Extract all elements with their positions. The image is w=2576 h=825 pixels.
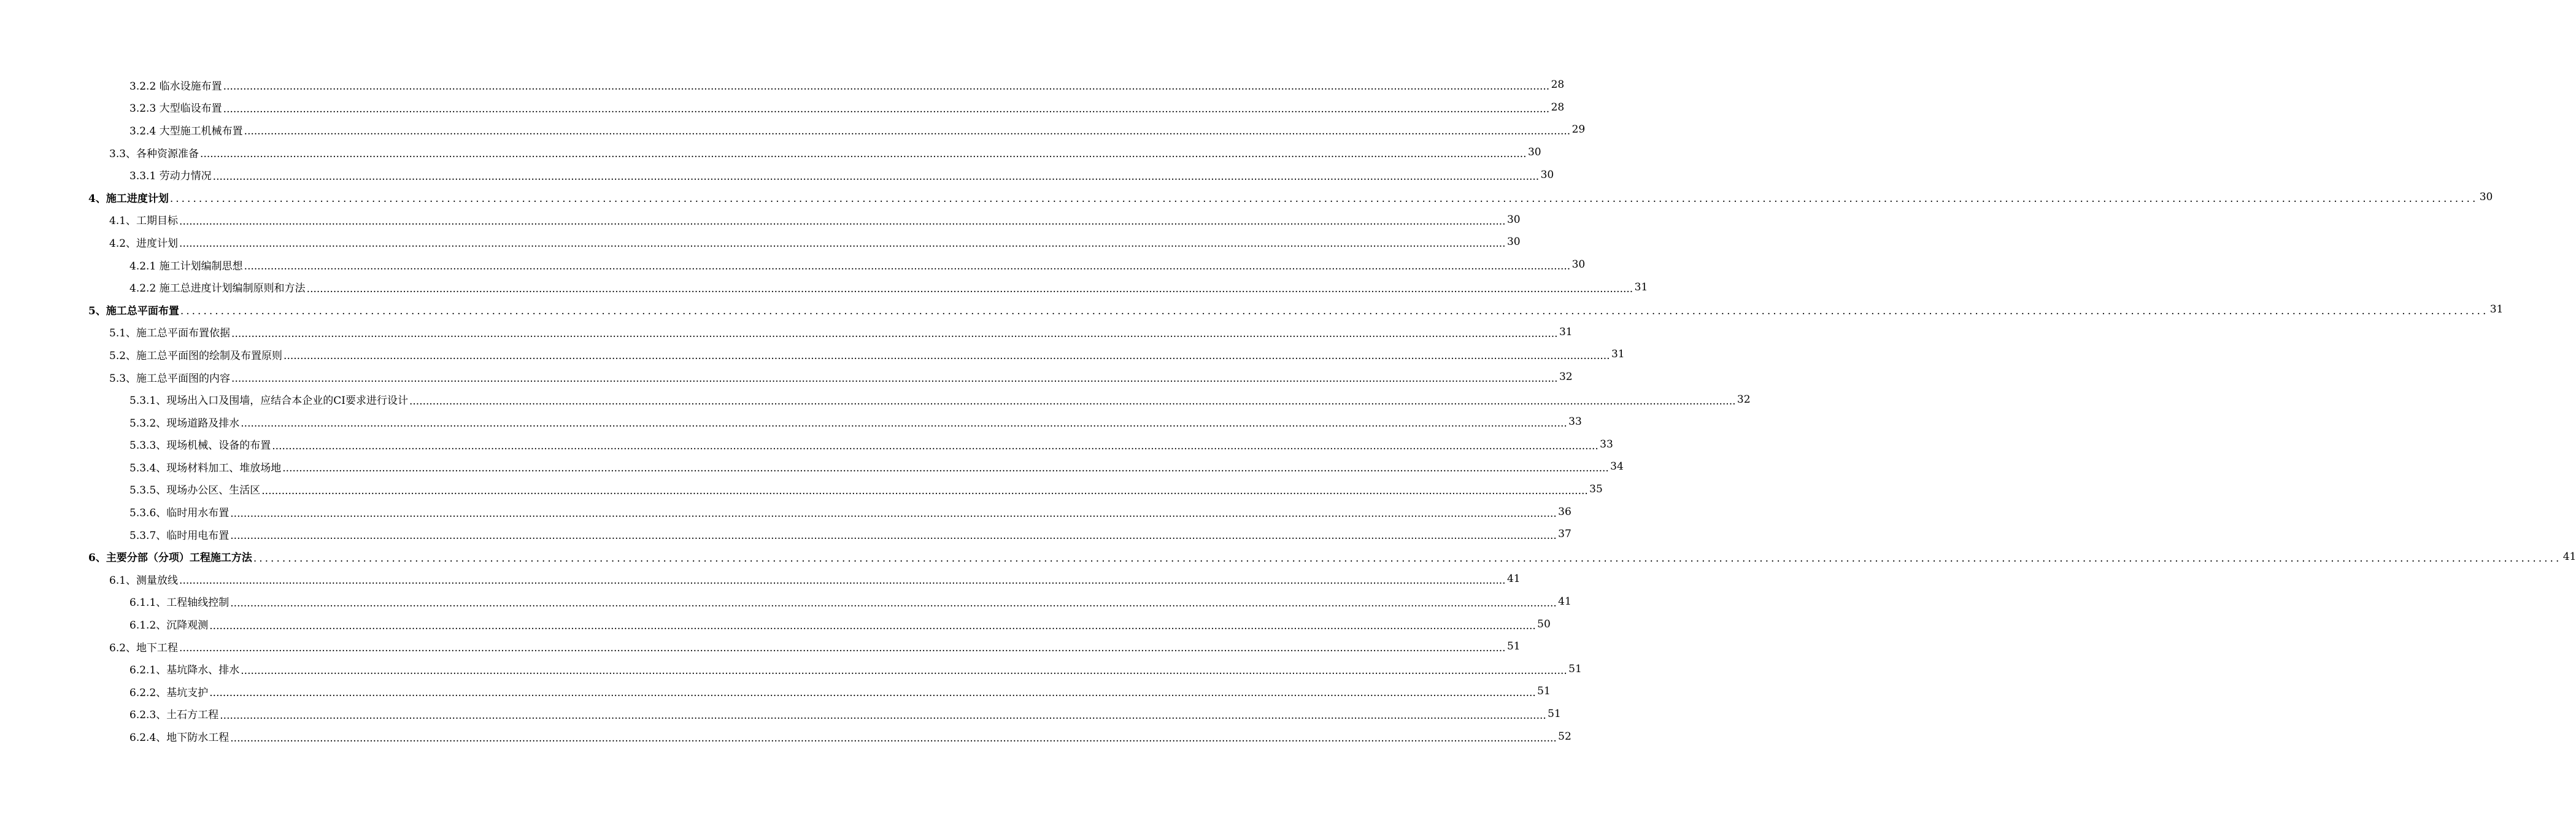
toc-dot-leader: ................................................................................................................................................................................................................................................................................................................................................................................................................ — [283, 350, 1610, 363]
toc-dot-leader: ................................................................................................................................................................................................................................................................................................................................................................................................................ — [230, 732, 1557, 745]
toc-entry-label: 6.2.2、基坑支护 — [129, 686, 209, 699]
toc-dot-leader: ................................................................................................................................................................................................................................................................................................................................................................................................................ — [212, 170, 1540, 183]
toc-entry[interactable] — [0, 591, 1571, 613]
toc-dot-leader: ................................................................................................................................................................................................................................................................................................................................................................................................................ — [231, 373, 1558, 385]
toc-page-number: 30 — [1506, 213, 1521, 226]
toc-entry-label: 5.1、施工总平面布置依据 — [109, 327, 231, 340]
toc-dot-leader: ................................................................................................................................................................................................................................................................................................................................................................................................................ — [180, 305, 2489, 318]
toc-dot-leader: ................................................................................................................................................................................................................................................................................................................................................................................................................ — [231, 327, 1558, 340]
toc-dot-leader: ................................................................................................................................................................................................................................................................................................................................................................................................................ — [220, 709, 1546, 722]
toc-page-number: 30 — [2479, 191, 2493, 204]
toc-page-number: 34 — [1610, 460, 1624, 473]
toc-entry-label: 4.2.2 施工总进度计划编制原则和方法 — [129, 282, 306, 295]
toc-dot-leader: ................................................................................................................................................................................................................................................................................................................................................................................................................ — [209, 687, 1536, 700]
toc-entry-label: 6.2.3、土石方工程 — [129, 709, 219, 722]
toc-entry-label: 5.3.1、现场出入口及围墙，应结合本企业的CI要求进行设计 — [129, 395, 408, 408]
toc-dot-leader: ................................................................................................................................................................................................................................................................................................................................................................................................................ — [241, 664, 1567, 677]
toc-dot-leader: ................................................................................................................................................................................................................................................................................................................................................................................................................ — [261, 484, 1588, 497]
toc-entry[interactable] — [0, 209, 1521, 231]
toc-entry[interactable] — [0, 523, 1571, 546]
toc-entry-label: 3.3、各种资源准备 — [109, 147, 199, 160]
toc-entry-label: 3.2.4 大型施工机械布置 — [129, 125, 243, 138]
toc-entry[interactable] — [0, 118, 1586, 141]
toc-page-number: 30 — [1571, 258, 1586, 271]
toc-entry-label: 5.3.3、现场机械、设备的布置 — [129, 440, 271, 452]
toc-entry[interactable] — [0, 186, 2493, 209]
toc-page-number: 28 — [1551, 79, 1565, 91]
toc-page-number: 50 — [1537, 618, 1551, 630]
toc-page-number: 33 — [1568, 416, 1582, 428]
toc-page-number: 31 — [2489, 303, 2504, 316]
toc-entry[interactable] — [0, 568, 1521, 591]
toc-page-number: 31 — [1559, 325, 1573, 338]
toc-page-number: 41 — [1506, 573, 1521, 586]
toc-dot-leader: ................................................................................................................................................................................................................................................................................................................................................................................................................ — [409, 395, 1736, 408]
toc-page-number: 33 — [1600, 438, 1613, 451]
toc-entry[interactable] — [0, 231, 1521, 254]
toc-entry-label: 4.2.1 施工计划编制思想 — [129, 260, 243, 273]
toc-dot-leader: ................................................................................................................................................................................................................................................................................................................................................................................................................ — [306, 282, 1633, 295]
toc-page-number: 30 — [1540, 168, 1554, 181]
toc-dot-leader: ................................................................................................................................................................................................................................................................................................................................................................................................................ — [223, 103, 1550, 115]
toc-page-number: 51 — [1548, 707, 1561, 720]
toc-page-number: 29 — [1571, 123, 1586, 136]
toc-entry[interactable] — [0, 254, 1586, 276]
toc-dot-leader: ................................................................................................................................................................................................................................................................................................................................................................................................................ — [230, 530, 1557, 543]
toc-entry[interactable] — [0, 500, 1571, 523]
toc-entry-label: 5、施工总平面布置 — [88, 304, 179, 317]
toc-page-number: 30 — [1506, 236, 1521, 249]
toc-dot-leader: ................................................................................................................................................................................................................................................................................................................................................................................................................ — [223, 80, 1550, 93]
toc-dot-leader: ................................................................................................................................................................................................................................................................................................................................................................................................................ — [179, 215, 1506, 228]
toc-entry[interactable] — [0, 74, 1565, 96]
toc-entry-label: 4、施工进度计划 — [88, 192, 169, 205]
toc-entry-label: 4.2、进度计划 — [109, 237, 179, 250]
toc-dot-leader: ................................................................................................................................................................................................................................................................................................................................................................................................................ — [200, 148, 1527, 161]
toc-dot-leader: ................................................................................................................................................................................................................................................................................................................................................................................................................ — [169, 193, 2478, 206]
toc-entry-label: 6.1、测量放线 — [109, 574, 179, 587]
toc-entry-label: 6.2、地下工程 — [109, 641, 179, 654]
toc-page-number: 41 — [1558, 595, 1571, 608]
toc-dot-leader: ................................................................................................................................................................................................................................................................................................................................................................................................................ — [230, 507, 1557, 520]
toc-dot-leader: ................................................................................................................................................................................................................................................................................................................................................................................................................ — [209, 619, 1536, 632]
toc-entry[interactable] — [0, 703, 1561, 726]
toc-entry[interactable] — [0, 366, 1573, 389]
toc-entry[interactable] — [0, 276, 1648, 298]
toc-entry[interactable] — [0, 725, 1571, 748]
toc-entry[interactable] — [0, 433, 1613, 456]
toc-dot-leader: ................................................................................................................................................................................................................................................................................................................................................................................................................ — [179, 642, 1506, 655]
toc-entry[interactable] — [0, 478, 1603, 501]
toc-page-number: 52 — [1558, 730, 1571, 743]
toc-dot-leader: ................................................................................................................................................................................................................................................................................................................................................................................................................ — [253, 552, 2562, 565]
toc-page-number: 32 — [1559, 371, 1573, 384]
toc-entry[interactable] — [0, 680, 1551, 703]
toc-dot-leader: ................................................................................................................................................................................................................................................................................................................................................................................................................ — [230, 597, 1557, 610]
toc-dot-leader: ................................................................................................................................................................................................................................................................................................................................................................................................................ — [244, 260, 1571, 273]
table-of-contents — [0, 74, 2576, 748]
toc-entry-label: 5.3、施工总平面图的内容 — [109, 372, 231, 385]
toc-dot-leader: ................................................................................................................................................................................................................................................................................................................................................................................................................ — [282, 462, 1609, 475]
toc-entry[interactable] — [0, 613, 1551, 635]
toc-entry-label: 6、主要分部（分项）工程施工方法 — [88, 552, 252, 565]
toc-dot-leader: ................................................................................................................................................................................................................................................................................................................................................................................................................ — [179, 575, 1506, 587]
toc-entry-label: 5.2、施工总平面图的绘制及布置原则 — [109, 349, 283, 362]
toc-entry-label: 6.2.4、地下防水工程 — [129, 732, 229, 745]
toc-dot-leader: ................................................................................................................................................................................................................................................................................................................................................................................................................ — [241, 417, 1567, 430]
toc-entry[interactable] — [0, 455, 1624, 478]
toc-entry[interactable] — [0, 321, 1573, 344]
toc-page-number: 31 — [1611, 348, 1625, 361]
toc-entry-label: 6.1.1、工程轴线控制 — [129, 597, 229, 610]
toc-page-number: 41 — [2563, 550, 2576, 563]
toc-entry[interactable] — [0, 657, 1582, 680]
toc-entry-label: 5.3.6、临时用水布置 — [129, 507, 229, 520]
toc-entry-label: 3.2.3 大型临设布置 — [129, 103, 222, 115]
toc-page-number: 28 — [1551, 101, 1565, 114]
toc-entry-label: 4.1、工期目标 — [109, 215, 179, 228]
toc-page-number: 51 — [1568, 662, 1582, 675]
toc-entry[interactable] — [0, 545, 2576, 568]
toc-page-number: 32 — [1737, 393, 1751, 406]
toc-entry[interactable] — [0, 163, 1554, 186]
toc-page-number: 30 — [1527, 146, 1541, 159]
toc-page-number: 51 — [1506, 640, 1521, 653]
toc-entry[interactable] — [0, 141, 1541, 164]
toc-page-number: 37 — [1558, 528, 1571, 541]
toc-page-number: 31 — [1634, 281, 1648, 293]
toc-page-number: 51 — [1537, 685, 1551, 698]
toc-entry[interactable] — [0, 298, 2504, 321]
toc-entry-label: 3.3.1 劳动力情况 — [129, 170, 212, 183]
toc-entry-label: 5.3.7、临时用电布置 — [129, 529, 229, 542]
toc-page-number: 35 — [1589, 482, 1603, 495]
toc-dot-leader: ................................................................................................................................................................................................................................................................................................................................................................................................................ — [179, 238, 1506, 250]
toc-entry[interactable] — [0, 96, 1565, 119]
toc-dot-leader: ................................................................................................................................................................................................................................................................................................................................................................................................................ — [244, 125, 1571, 138]
toc-entry[interactable] — [0, 635, 1521, 658]
toc-entry-label: 5.3.4、现场材料加工、堆放场地 — [129, 462, 282, 474]
toc-page-number: 36 — [1558, 505, 1571, 518]
toc-entry[interactable] — [0, 388, 1751, 411]
toc-dot-leader: ................................................................................................................................................................................................................................................................................................................................................................................................................ — [272, 440, 1598, 452]
toc-entry-label: 5.3.5、现场办公区、生活区 — [129, 484, 261, 497]
toc-entry-label: 3.2.2 临水设施布置 — [129, 80, 222, 93]
toc-entry[interactable] — [0, 411, 1582, 433]
toc-entry[interactable] — [0, 343, 1625, 366]
toc-entry-label: 5.3.2、现场道路及排水 — [129, 417, 240, 430]
toc-entry-label: 6.2.1、基坑降水、排水 — [129, 664, 240, 677]
toc-entry-label: 6.1.2、沉降观测 — [129, 619, 209, 632]
